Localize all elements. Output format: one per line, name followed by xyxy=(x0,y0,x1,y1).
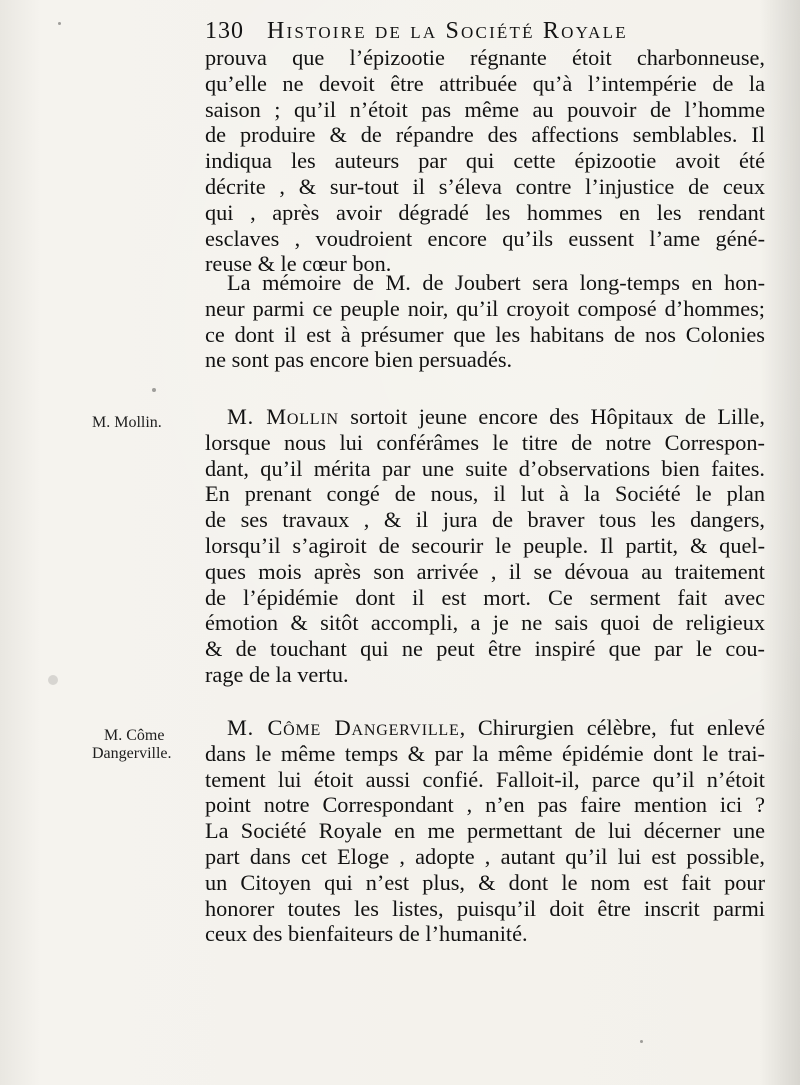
paragraph-mollin xyxy=(205,404,765,688)
ink-speck xyxy=(48,675,58,685)
text-line: lorsqu’il s’agiroit de secourir le peuple. Il partit, & quel- xyxy=(205,532,765,558)
text-line: qu’elle ne devoit être attribuée qu’à l’intempérie de la xyxy=(205,70,765,96)
page-number: 130 xyxy=(205,18,244,44)
text-line xyxy=(205,715,765,741)
person-name-mollin: M. Mollin xyxy=(227,404,339,429)
text-line: ques mois après son arrivée , il se dévoua au traitement xyxy=(205,558,765,584)
paragraph-joubert xyxy=(205,270,765,373)
text-line xyxy=(205,404,765,430)
text-line: qui , après avoir dégradé les hommes en les rendant xyxy=(205,199,765,225)
ink-speck xyxy=(58,22,61,25)
paragraph-come-dangerville xyxy=(205,715,765,947)
text-line: prouva que l’épizootie régnante étoit charbonneuse, xyxy=(205,45,765,70)
margin-note-come-dangerville xyxy=(92,727,172,764)
text-line: dant, qu’il mérita par une suite d’observations bien faites. xyxy=(205,455,765,481)
text-fragment: sortoit jeune encore des Hôpitaux de Lille, xyxy=(338,404,765,429)
text-line: décrite , & sur-tout il s’éleva contre l’injustice de ceux xyxy=(205,173,765,199)
running-header xyxy=(205,18,765,45)
text-line: neur parmi ce peuple noir, qu’il croyoit composé d’hommes; xyxy=(205,295,765,321)
text-line: point notre Correspondant , n’en pas faire mention ici ? xyxy=(205,792,765,818)
text-line: esclaves , voudroient encore qu’ils eussent l’ame géné- xyxy=(205,225,765,251)
text-line: part dans cet Eloge , adopte , autant qu’il lui est possible, xyxy=(205,843,765,869)
text-line: un Citoyen qui n’est plus, & dont le nom est fait pour xyxy=(205,869,765,895)
text-line: En prenant congé de nous, il lut à la Société le plan xyxy=(205,481,765,507)
text-line: rage de la vertu. xyxy=(205,661,349,687)
running-title: Histoire de la Société Royale xyxy=(267,18,628,44)
text-line: lorsque nous lui conférâmes le titre de notre Correspon- xyxy=(205,429,765,455)
margin-note-mollin: M. Mollin. xyxy=(92,414,162,431)
text-line: tement lui étoit aussi confié. Falloit-il, parce qu’il n’étoit xyxy=(205,766,765,792)
text-line: La mémoire de M. de Joubert sera long-temps en hon- xyxy=(227,270,765,295)
text-line: & de touchant qui ne peut être inspiré que par le cou- xyxy=(205,636,765,662)
paragraph-epizootie xyxy=(205,45,765,277)
text-line: de l’épidémie dont il est mort. Ce serment fait avec xyxy=(205,584,765,610)
person-name-come-dangerville: M. Côme Dangerville xyxy=(227,715,460,740)
text-line: La Société Royale en me permettant de lui décerner une xyxy=(205,818,765,844)
text-line: saison ; qu’il n’étoit pas même au pouvoir de l’homme xyxy=(205,96,765,122)
text-line: ne sont pas encore bien persuadés. xyxy=(205,347,513,373)
text-line: dans le même temps & par la même épidémie dont le trai- xyxy=(205,740,765,766)
text-fragment: , Chirurgien célèbre, fut enlevé xyxy=(459,715,765,740)
text-line: émotion & sitôt accompli, a je ne sais quoi de religieux xyxy=(205,610,765,636)
text-line: ce dont il est à présumer que les habitans de nos Colonies xyxy=(205,321,765,347)
text-line: indiqua les auteurs par qui cette épizootie avoit été xyxy=(205,148,765,174)
margin-note-line: M. Côme xyxy=(104,727,165,744)
margin-note-line: Dangerville. xyxy=(92,745,172,763)
text-line: reuse & le cœur bon. xyxy=(205,251,392,277)
ink-speck xyxy=(640,1040,643,1043)
text-line: ceux des bienfaiteurs de l’humanité. xyxy=(205,921,528,947)
ink-speck xyxy=(152,388,156,392)
text-line: honorer toutes les listes, puisqu’il doit être inscrit parmi xyxy=(205,895,765,921)
text-line: de ses travaux , & il jura de braver tous les dangers, xyxy=(205,507,765,533)
text-line: de produire & de répandre des affections semblables. Il xyxy=(205,122,765,148)
